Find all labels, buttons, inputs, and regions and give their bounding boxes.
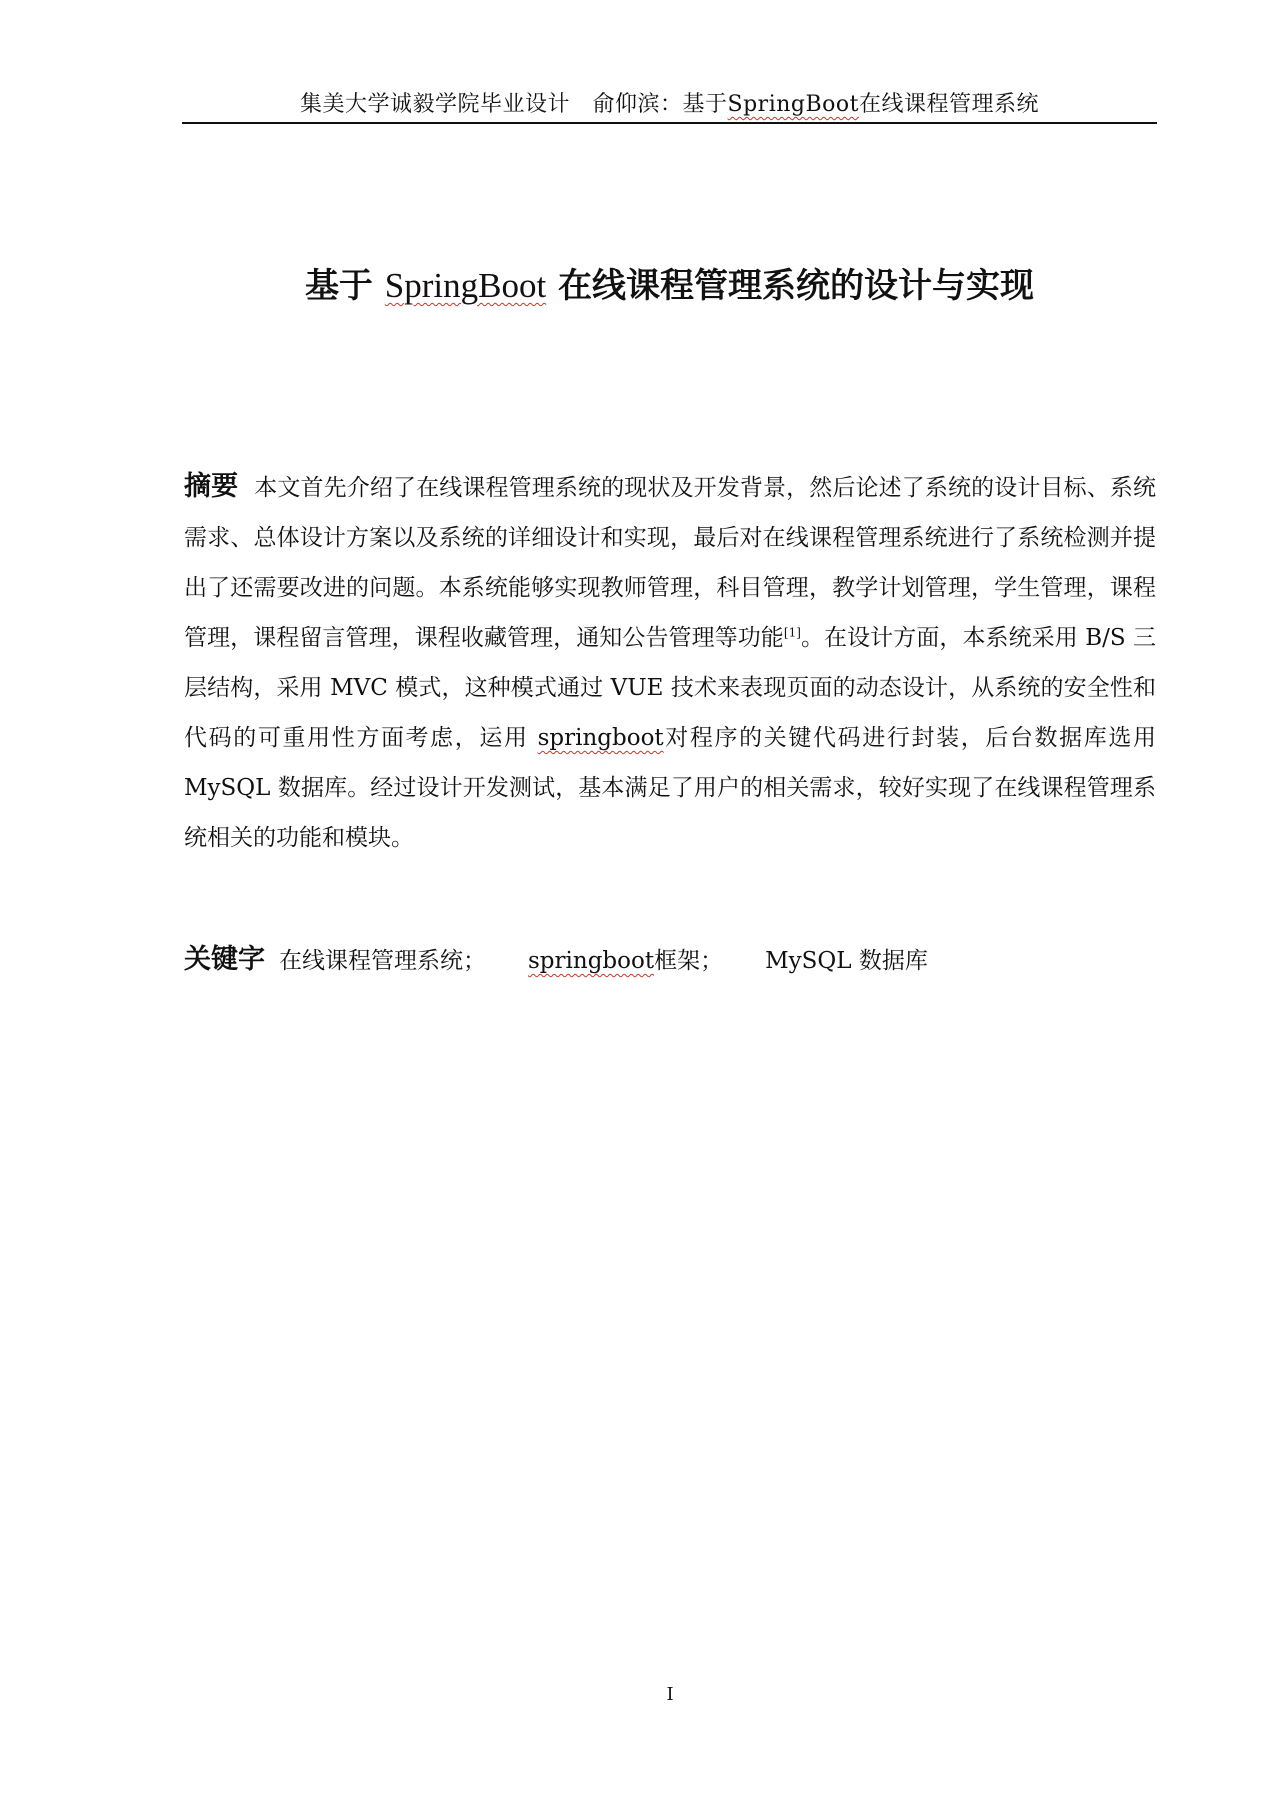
title-framework: SpringBoot — [384, 266, 547, 305]
keyword-1: 在线课程管理系统； — [279, 948, 486, 974]
keywords-line — [184, 938, 1156, 983]
header-author-prefix: 俞仰滨：基于 — [592, 92, 728, 117]
header-framework: SpringBoot — [727, 92, 859, 117]
title-prefix: 基于 — [304, 266, 373, 306]
keyword-2 — [528, 948, 723, 974]
abstract-text-part1: 本文首先介绍了在线课程管理系统的现状及开发背景，然后论述了系统的设计目标、系统需求、总体设计方案以及系统的详细设计和实现，最后对在线课程管理系统进行了系统检测并提出了还需要改进的问题。本系统能够实现教师管理，科目管理，教学计划管理，学生管理，课程管理，课程留言管理，课程收藏管理，通知公告管理等功能 — [184, 475, 1156, 651]
page-title — [182, 262, 1157, 310]
header-topic: 在线课程管理系统 — [859, 92, 1040, 117]
keyword-3: MySQL 数据库 — [765, 948, 928, 974]
abstract-label: 摘要 — [184, 471, 239, 502]
header-rule — [182, 122, 1157, 124]
title-suffix: 在线课程管理系统的设计与实现 — [558, 266, 1035, 306]
page-number: I — [666, 1684, 674, 1705]
keywords-label: 关键字 — [184, 944, 265, 975]
header-school: 集美大学诚毅学院毕业设计 — [299, 92, 570, 117]
keyword-2-framework: springboot — [528, 948, 655, 974]
abstract-framework: springboot — [537, 725, 664, 751]
abstract-paragraph — [184, 462, 1156, 863]
running-header — [182, 90, 1157, 120]
abstract-text-part2: 。在设计方面，本系统采用 B/S 三层结构，采用 MVC 模式，这种模式通过 VUE 技术来表现页面的动态设计，从系统的安全性和代码的可重用性方面考虑，运用 — [184, 625, 1157, 751]
keyword-2-suffix: 框架； — [654, 948, 724, 974]
abstract-text-part3: 对程序的关键代码进行封装，后台数据库选用 MySQL 数据库。经过设计开发测试，基本满足了用户的相关需求，较好实现了在线课程管理系统相关的功能和模块。 — [184, 725, 1157, 851]
citation-marker: [1] — [783, 625, 801, 640]
